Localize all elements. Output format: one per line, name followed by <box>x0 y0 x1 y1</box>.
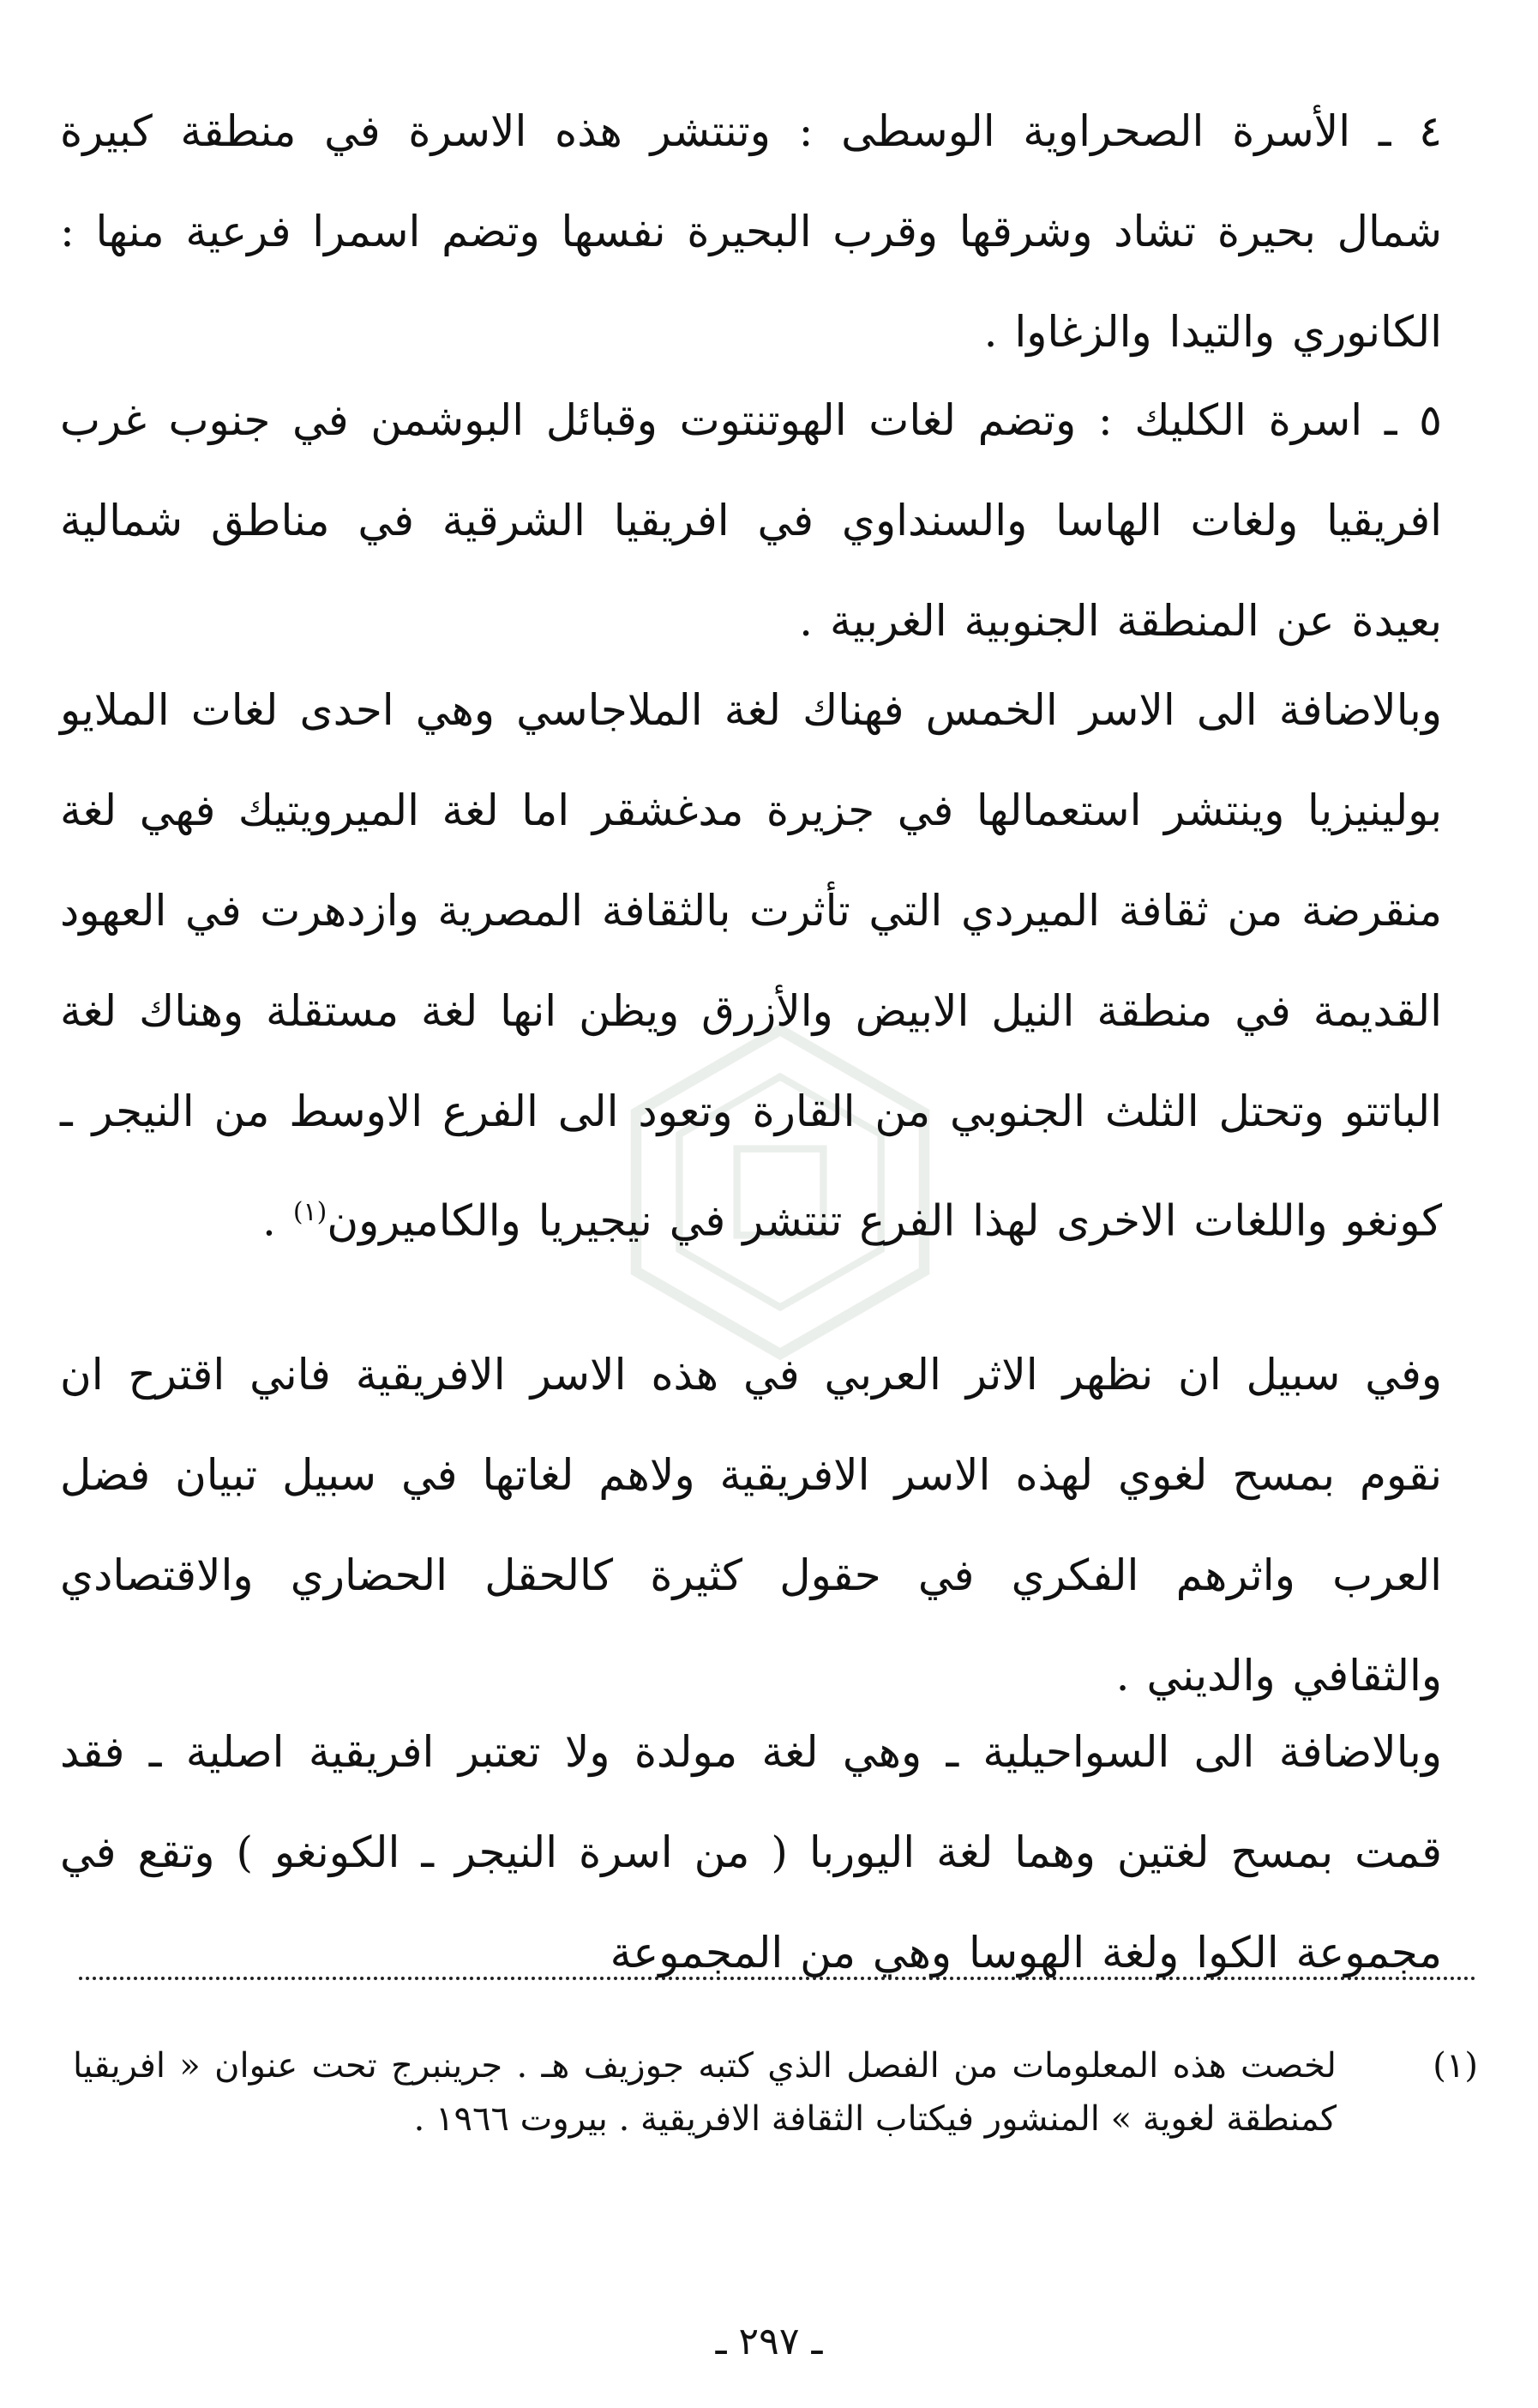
footnote <box>73 2039 1478 2146</box>
paragraph-arab-influence: وفي سبيل ان نظهر الاثر العربي في هذه الاسر الافريقية فاني اقترح ان نقوم بمسح لغوي لهذه الاسر الافريقية ولاهم لغاتها في سبيل تبيان فضل العرب واثرهم الفكري في حقول كثيرة كالحقل الحضاري والاقتصادي والثقافي والديني . <box>60 1350 1442 1701</box>
paragraph-other-languages <box>60 660 1442 1272</box>
footnote-number: (١) <box>1433 2046 1478 2086</box>
footnote-reference: (١) <box>292 1197 327 1227</box>
paragraph-click-family: ٥ ـ اسرة الكليك : وتضم لغات الهوتنتوت وقبائل البوشمن في جنوب غرب افريقيا ولغات الهاسا والسنداوي في افريقيا الشرقية في مناطق شمالية بعيدة عن المنطقة الجنوبية الغربية . <box>60 395 1442 646</box>
footnote-separator <box>79 1977 1476 1980</box>
page-number: ـ ٢٩٧ ـ <box>715 2320 823 2363</box>
footnote-text: لخصت هذه المعلومات من الفصل الذي كتبه جوزيف هـ . جرينبرج تحت عنوان « افريقيا كمنطقة لغوية » المنشور فيكتاب الثقافة الافريقية . بيروت ١٩٦٦ . <box>73 2046 1337 2139</box>
paragraph-other-languages-end: . <box>262 1195 293 1246</box>
paragraph-swahili-survey: وبالاضافة الى السواحيلية ـ وهي لغة مولدة ولا تعتبر افريقية اصلية ـ فقد قمت بمسح لغتين وهما لغة اليوربا ( من اسرة النيجر ـ الكونغو ) وتقع في مجموعة الكوا ولغة الهوسا وهي من المجموعة <box>60 1727 1442 1978</box>
paragraph-other-languages-text: وبالاضافة الى الاسر الخمس فهناك لغة الملاجاسي وهي احدى لغات الملايو بولينيزيا وينتشر استعمالها في جزيرة مدغشقر اما لغة الميرويتيك فهي لغة منقرضة من ثقافة الميردي التي تأثرت بالثقافة المصرية وازدهرت في العهود القديمة في منطقة النيل الابيض والأزرق ويظن انها لغة مستقلة وهناك لغة الباتتو وتحتل الثلث الجنوبي من القارة وتعود الى الفرع الاوسط من النيجر ـ كونغو واللغات الاخرى لهذا الفرع تنتشر في نيجيريا والكاميرون <box>60 685 1442 1246</box>
paragraph-saharan-family: ٤ ـ الأسرة الصحراوية الوسطى : وتنتشر هذه الاسرة في منطقة كبيرة شمال بحيرة تشاد وشرقها وقرب البحيرة نفسها وتضم اسمرا فرعية منها : الكانوري والتيدا والزغاوا . <box>60 106 1442 357</box>
